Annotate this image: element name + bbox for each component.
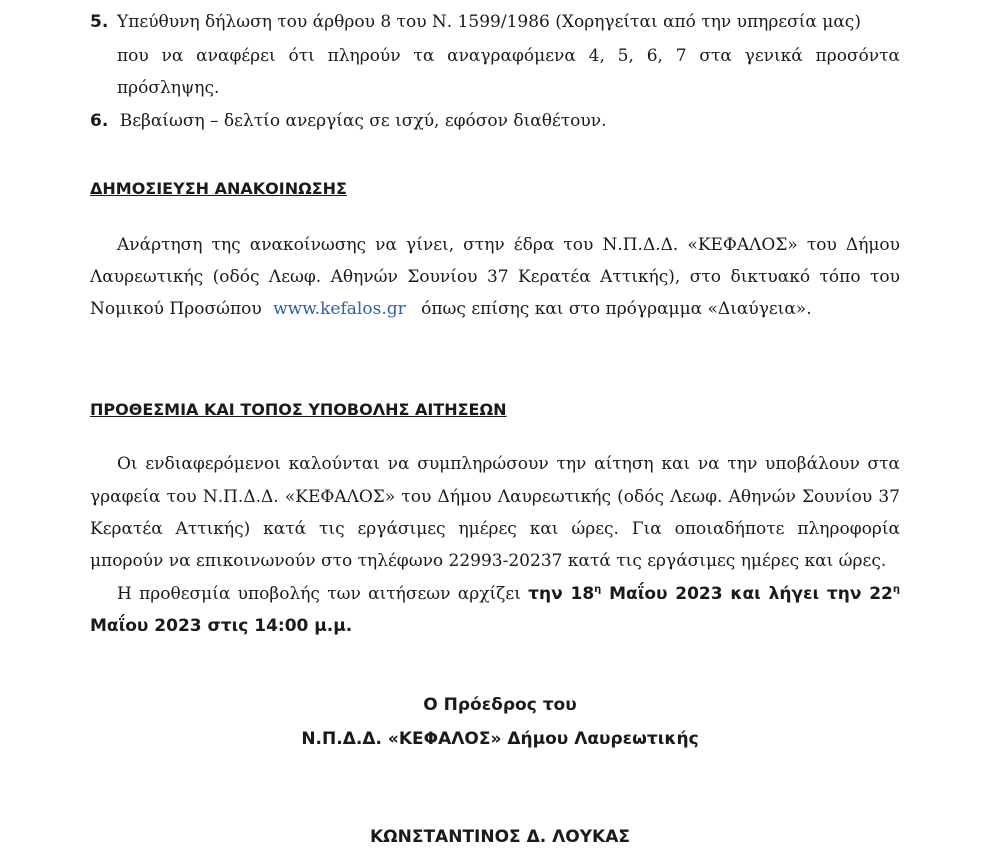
paragraph-text: Οι ενδιαφερόμενοι καλούνται να συμπληρώσουν την αίτηση και να την υποβάλουν στα: [117, 454, 900, 474]
deadline-line-4: [90, 550, 886, 572]
signature-title-2: Ν.Π.Δ.Δ. «ΚΕΦΑΛΟΣ» Δήμου Λαυρεωτικής: [301, 729, 699, 749]
list-item-text: Βεβαίωση – δελτίο ανεργίας σε ισχύ, εφόσον διαθέτουν.: [119, 111, 607, 131]
date-text: Μαΐου 2023 και λήγει την 22: [609, 584, 893, 604]
deadline-line-3: [90, 518, 900, 540]
list-item-5-line2: [117, 45, 900, 67]
deadline-line-6: Μαΐου 2023 στις 14:00 μ.μ.: [90, 616, 353, 636]
list-item-text: πρόσληψης.: [117, 78, 220, 98]
list-number: 5.: [90, 12, 109, 32]
list-item-5-number: [90, 11, 108, 33]
list-item-text: που να αναφέρει ότι πληρούν τα αναγραφόμενα 4, 5, 6, 7 στα γενικά προσόντα: [117, 46, 900, 66]
list-number: 6.: [90, 111, 109, 131]
section-heading-publication: ΔΗΜΟΣΙΕΥΣΗ ΑΝΑΚΟΙΝΩΣΗΣ: [90, 179, 347, 198]
signature-name: ΚΩΝΣΤΑΝΤΙΝΟΣ Δ. ΛΟΥΚΑΣ: [370, 827, 630, 847]
list-item-text: Υπεύθυνη δήλωση του άρθρου 8 του Ν. 1599/1986 (Χορηγείται από την υπηρεσία μας): [117, 12, 861, 32]
paragraph-text: μπορούν να επικοινωνούν στο τηλέφωνο 22993-20237 κατά τις εργάσιμες ημέρες και ώρες.: [90, 551, 887, 571]
deadline-line-5: [117, 583, 900, 605]
list-item-5-line3: [117, 77, 219, 99]
deadline-line-1: [117, 453, 900, 475]
signature-title-1: Ο Πρόεδρος του: [423, 695, 577, 715]
paragraph-text: Νομικού Προσώπου: [90, 299, 262, 319]
ordinal-suffix: η: [594, 584, 602, 595]
deadline-start-date: [528, 584, 900, 604]
date-text: την 18: [528, 584, 595, 604]
list-item-6: [90, 110, 607, 132]
deadline-line-2: [90, 486, 900, 508]
publication-line-1: [117, 234, 900, 256]
ordinal-suffix: η: [892, 584, 901, 595]
paragraph-text: Λαυρεωτικής (οδός Λεωφ. Αθηνών Σουνίου 37 Κερατέα Αττικής), στο δικτυακό τόπο του: [90, 267, 900, 287]
list-item-5-line1: [117, 11, 900, 33]
website-link[interactable]: www.kefalos.gr: [273, 299, 406, 319]
section-heading-deadline: ΠΡΟΘΕΣΜΙΑ ΚΑΙ ΤΟΠΟΣ ΥΠΟΒΟΛΗΣ ΑΙΤΗΣΕΩΝ: [90, 400, 507, 419]
publication-line-2: [90, 266, 900, 288]
publication-line-3: [90, 298, 812, 320]
paragraph-text: Κερατέα Αττικής) κατά τις εργάσιμες ημέρες και ώρες. Για οποιαδήποτε πληροφορία: [90, 519, 900, 539]
paragraph-text: Η προθεσμία υποβολής των αιτήσεων αρχίζει: [117, 584, 521, 604]
paragraph-text: γραφεία του Ν.Π.Δ.Δ. «ΚΕΦΑΛΟΣ» του Δήμου Λαυρεωτικής (οδός Λεωφ. Αθηνών Σουνίου 37: [90, 487, 900, 507]
paragraph-text: όπως επίσης και στο πρόγραμμα «Διαύγεια».: [421, 299, 812, 319]
paragraph-text: Ανάρτηση της ανακοίνωσης να γίνει, στην έδρα του Ν.Π.Δ.Δ. «ΚΕΦΑΛΟΣ» του Δήμου: [117, 235, 900, 255]
